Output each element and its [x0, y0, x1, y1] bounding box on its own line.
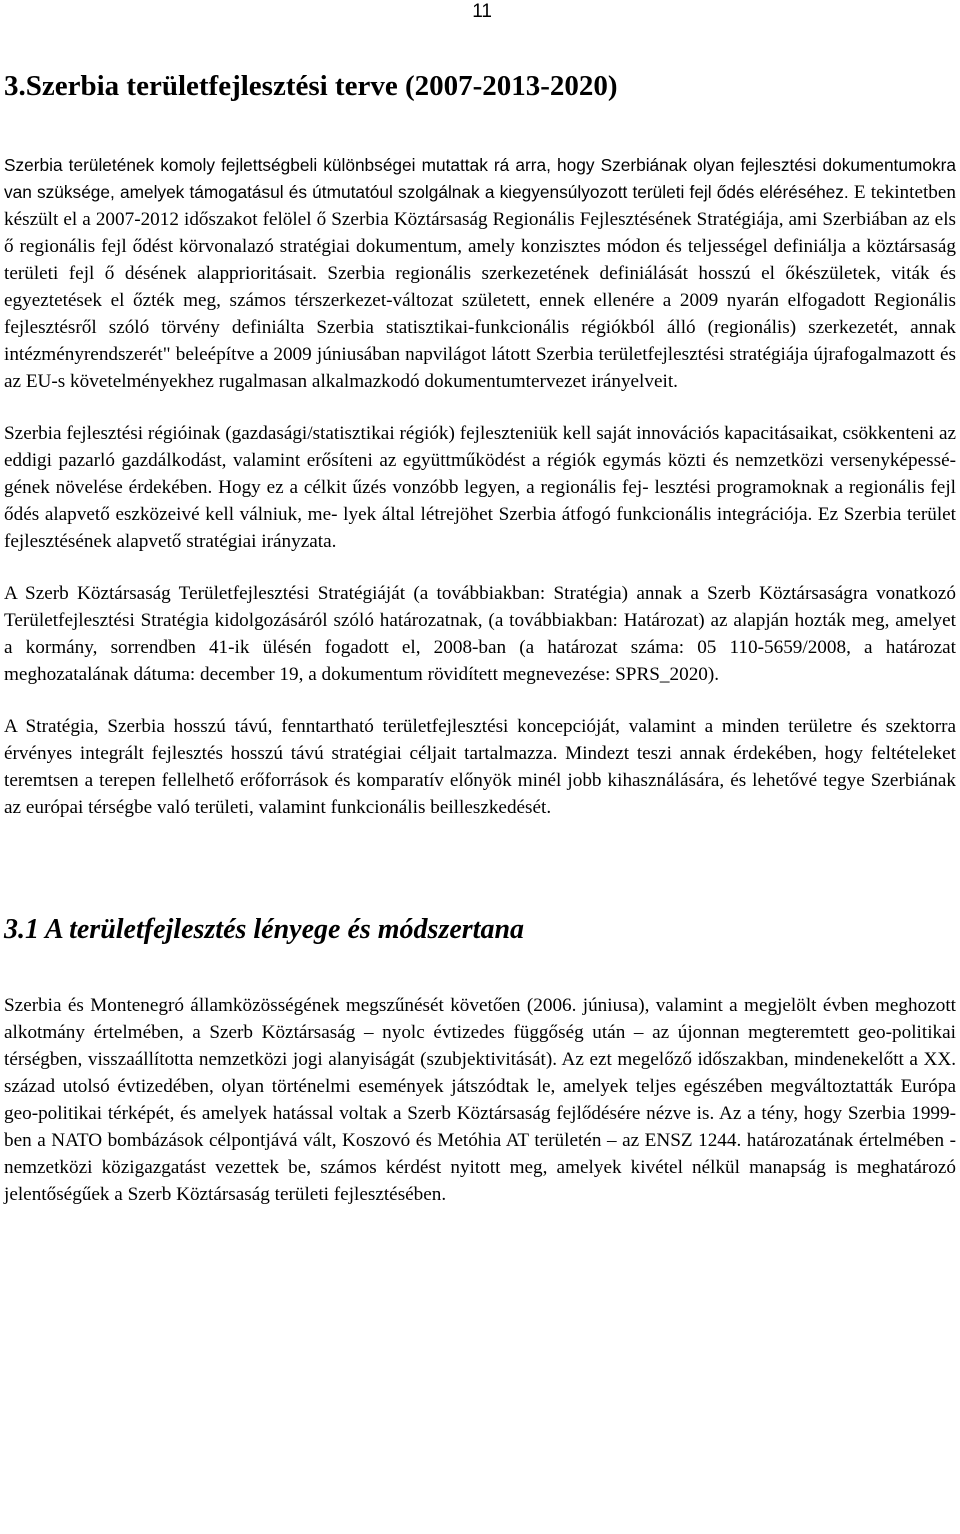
paragraph-history: Szerbia és Montenegró államközösségének megszűnését követően (2006. júniusa), valamint a megjelölt évben meghozott alkotmány értelmében, a Szerb Köztársaság – nyolc évtizedes függőség után – az újonnan megteremtett geo-politikai térségben, visszaállította nemzetközi jogi alanyiságát (szubjektivitását). Az ezt megelőző időszakban, mindenekelőtt a XX. század utolsó évtizedében, olyan történelmi események játszódtak le, amelyek teljes egészében megváltoztatták Európa geo-politikai térképét, és amelyek hatással voltak a Szerb Köztársaság fejlődésére nézve is. Az a tény, hogy Szerbia 1999-ben a NATO bombázások célpontjává vált, Koszovó és Metóhia AT területén – az ENSZ 1244. határozatának értelmében - nemzetközi közigazgatást vezettek be, számos kérdést nyitott meg, amelyek kivétel nélkül manapság is meghatározó jelentőségűek a Szerb Köztársaság területi fejlesztésében.: [4, 995, 956, 1205]
document-body: [4, 66, 956, 1233]
paragraph-strategy: A Szerb Köztársaság Területfejlesztési Stratégiáját (a továbbiakban: Stratégia) annak a Szerb Köztársaságra vonatkozó Területfejlesztési Stratégia kidolgozásáról szóló határozatnak, (a továbbiakban: Határozat) az alapján hozták meg, amelyet a kormány, sorrendben 41-ik ülésén fogadott el, 2008-ban (a határozat száma: 05 110-5659/2008, a határozat meghozatalának dátuma: december 19, a dokumentum rövidített megnevezése: SPRS_2020).: [4, 583, 956, 685]
page-number: 11: [472, 1, 492, 22]
paragraph-intro: [4, 152, 956, 395]
subsection-heading: 3.1 A területfejlesztés lényege és módszertana: [4, 914, 525, 945]
paragraph-regions: Szerbia fejlesztési régióinak (gazdasági/statisztikai régiók) fejleszteniük kell saját innovációs kapacitásaikat, csökkenteni az eddigi pazarló gazdálkodást, valamint erősíteni az együttműködést a régiók egymás közti és nemzetközi versenyképessé- gének növelése érdekében. Hogy ez a célkit űzés vonzóbb legyen, a regionális fej- lesztési programoknak a regionális fejl ődés alapvető eszközeivé kell válniuk, me- lyek által létrejöhet Szerbia átfogó funkcionális integrációja. Ez Szerbia terület fejlesztésének alapvető stratégiai irányzata.: [4, 423, 956, 552]
section-heading: 3.Szerbia területfejlesztési terve (2007-2013-2020): [4, 70, 618, 102]
paragraph-strategy-content: A Stratégia, Szerbia hosszú távú, fenntartható területfejlesztési koncepcióját, valamint a minden területre és szektorra érvényes integrált fejlesztés hosszú távú stratégiai céljait tartalmazza. Mindezt teszi annak érdekében, hogy feltételeket teremtsen a terepen fellelhető erőforrások és komparatív előnyök minél jobb kihasználására, és lehetővé tegye Szerbiának az európai térségbe való területi, valamint funkcionális beilleszkedését.: [4, 716, 956, 818]
paragraph-intro-serif: E tekintetben készült el a 2007-2012 időszakot felölel ő Szerbia Köztársaság Regionális Fejlesztésének Stratégiája, ami Szerbiában az els ő regionális fejl ődést körvonalazó stratégiai dokumentum, amely konzisztes módon és teljességel definiálja a köztársaság területi fejl ő désének alapprioritásait.: [4, 182, 956, 284]
paragraph-intro-tail: Szerbia regionális szerkezetének definiálását hosszú el őkészületek, viták és egyeztetések el őzték meg, számos térszerkezet-változat született, ennek ellenére a 2009 nyarán elfogadott Regionális fejlesztésről szóló törvény definiálta Szerbia statisztikai-funkcionális régiókból álló (regionális) szerkezetét, annak intézményrendszerét" beleépítve a 2009 júniusában napvilágot látott Szerbia területfejlesztési stratégiája újrafogalmazott és az EU-s követelményekhez rugalmasan alkalmazkodó dokumentumtervezet irányelveit.: [4, 263, 956, 392]
paragraph-intro-sans: Szerbia területének komoly fejlettségbeli különbségei mutattak rá arra, hogy Szerbiának olyan fejlesztési dokumentumokra van szüksége, amelyek támogatásul és útmutatóul szolgálnak a kiegyensúlyozott területi fejl ődés eléréséhez.: [4, 155, 956, 202]
section-gap: [4, 846, 956, 912]
